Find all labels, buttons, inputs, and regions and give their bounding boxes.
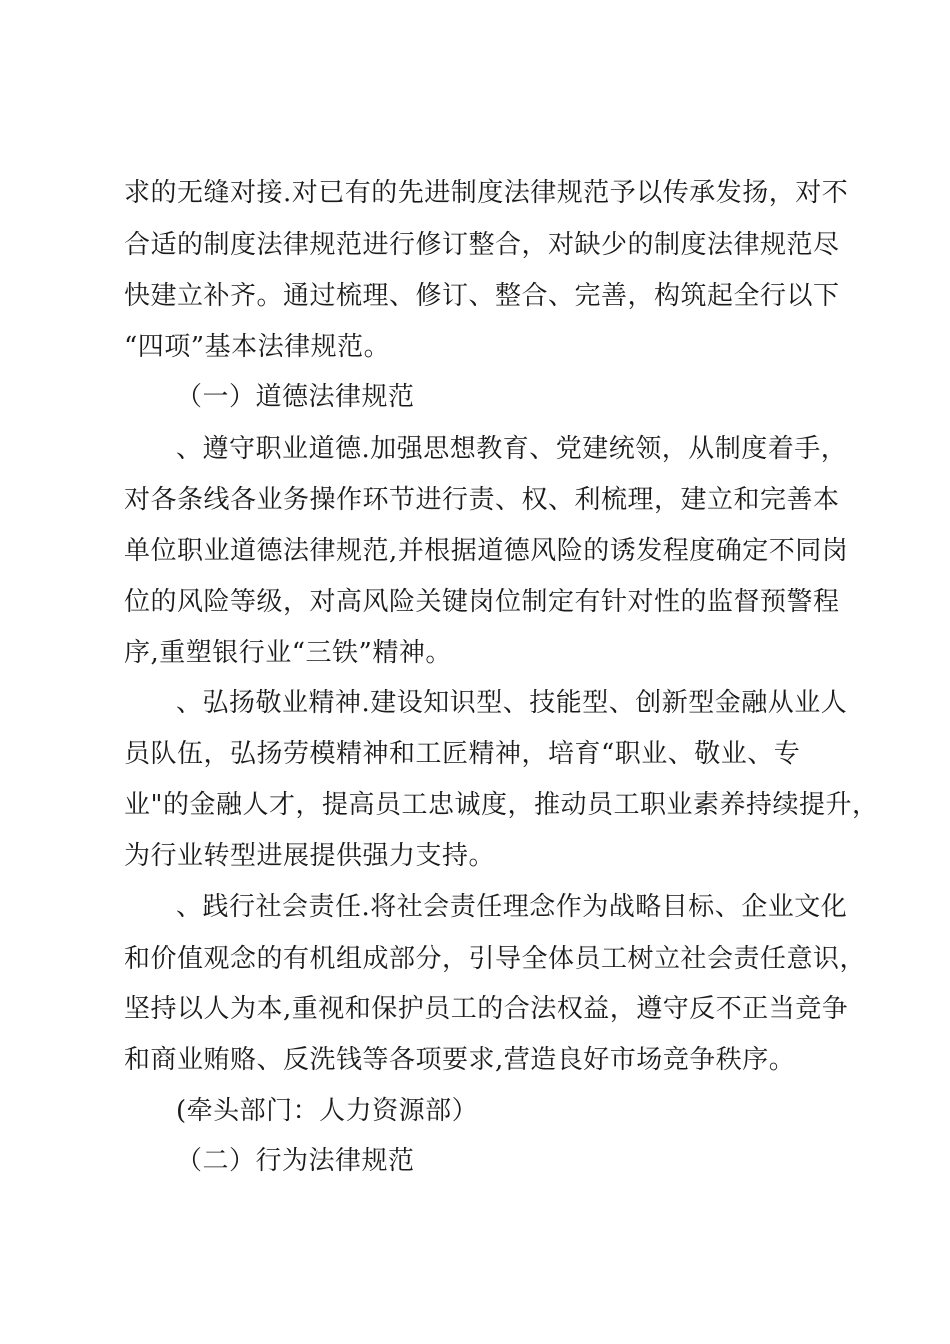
- text-line: 位的风险等级，对高风险关键岗位制定有针对性的监督预警程: [124, 587, 840, 617]
- text-line: 、践行社会责任.将社会责任理念作为战略目标、企业文化: [176, 892, 848, 922]
- section-heading: （二）行为法律规范: [176, 1146, 415, 1176]
- text-line: 员队伍，弘扬劳模精神和工匠精神，培育“职业、敬业、专: [124, 739, 801, 769]
- text-line: 快建立补齐。通过梳理、修订、整合、完善，构筑起全行以下: [124, 281, 840, 311]
- text-line: 单位职业道德法律规范,并根据道德风险的诱发程度确定不同岗: [124, 536, 849, 566]
- text-line: 和价值观念的有机组成部分，引导全体员工树立社会责任意识，: [124, 944, 867, 974]
- text-line: 和商业贿赂、反洗钱等各项要求,营造良好市场竞争秩序。: [124, 1045, 796, 1075]
- text-line: 、遵守职业道德.加强思想教育、党建统领，从制度着手，: [176, 434, 848, 464]
- section-heading: （一）道德法律规范: [176, 382, 415, 412]
- text-line: 求的无缝对接.对已有的先进制度法律规范予以传承发扬，对不: [124, 178, 849, 208]
- text-line: 对各条线各业务操作环节进行责、权、利梳理，建立和完善本: [124, 485, 840, 515]
- text-line: 业"的金融人才，提高员工忠诚度，推动员工职业素养持续提升，: [124, 790, 879, 820]
- lead-department-note: (牵头部门：人力资源部）: [176, 1096, 479, 1126]
- text-line: 、弘扬敬业精神.建设知识型、技能型、创新型金融从业人: [176, 688, 848, 718]
- text-line: “四项”基本法律规范。: [124, 332, 391, 362]
- text-line: 为行业转型进展提供强力支持。: [124, 841, 496, 871]
- text-line: 坚持以人为本,重视和保护员工的合法权益，遵守反不正当竞争: [124, 994, 849, 1024]
- text-line: 合适的制度法律规范进行修订整合，对缺少的制度法律规范尽: [124, 230, 840, 260]
- text-line: 序,重塑银行业“三铁”精神。: [124, 638, 452, 668]
